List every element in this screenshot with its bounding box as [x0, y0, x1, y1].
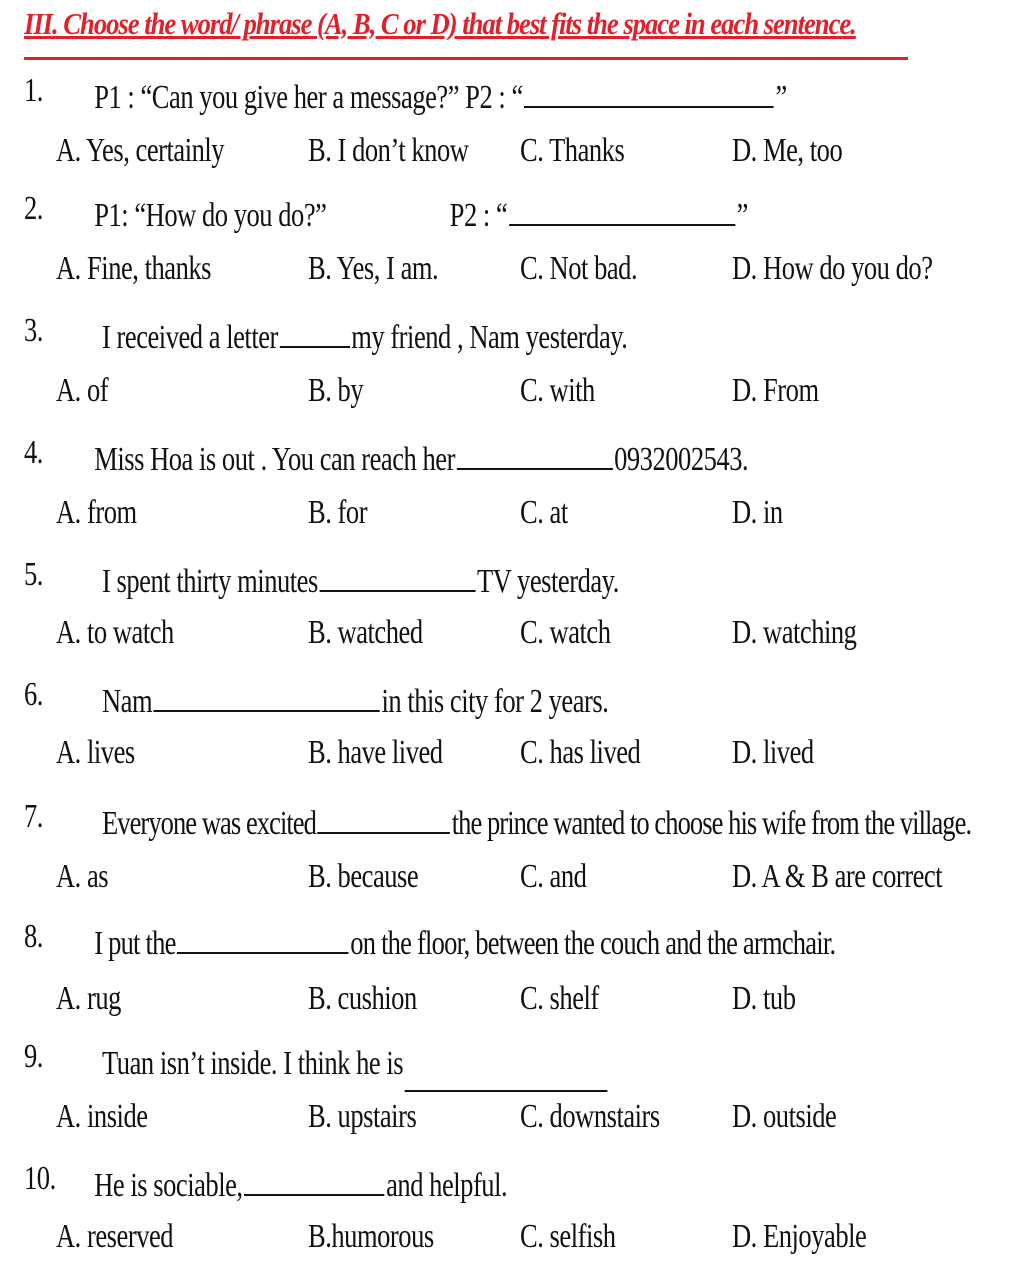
question-stem	[102, 312, 627, 357]
question-number: 1.	[24, 72, 43, 109]
option-d[interactable]: D. watching	[732, 614, 857, 651]
stem-start: Everyone was excited	[102, 805, 316, 842]
option-b[interactable]: B. have lived	[308, 734, 443, 771]
option-a[interactable]: A. Yes, certainly	[56, 132, 225, 169]
stem-end: in this city for 2 years.	[381, 683, 609, 720]
option-a[interactable]: A. to watch	[56, 614, 174, 651]
stem-end: my friend , Nam yesterday.	[351, 319, 628, 356]
section-title: III. Choose the word/ phrase (A, B, C or D) that best fits the space in each sentence.	[24, 6, 856, 41]
stem-end: TV yesterday.	[476, 563, 619, 600]
question-stem	[94, 72, 787, 117]
options-6	[0, 734, 1024, 788]
option-d[interactable]: D. A & B are correct	[732, 858, 943, 895]
question-number: 2.	[24, 190, 43, 227]
question-number: 4.	[24, 434, 43, 471]
stem-start: P1: “How do you do?” P2 : “	[94, 197, 508, 234]
answer-blank[interactable]	[509, 190, 735, 226]
option-c[interactable]: C. Not bad.	[520, 250, 638, 287]
answer-blank[interactable]	[405, 1056, 608, 1092]
option-a[interactable]: A. reserved	[56, 1218, 174, 1255]
question-stem	[94, 918, 835, 963]
option-a[interactable]: A. inside	[56, 1098, 148, 1135]
question-stem	[102, 798, 971, 843]
stem-end: on the floor, between the couch and the armchair.	[350, 925, 836, 962]
question-number: 5.	[24, 556, 43, 593]
stem-start: Nam	[102, 683, 153, 720]
option-d[interactable]: D. From	[732, 372, 819, 409]
option-d[interactable]: D. Me, too	[732, 132, 843, 169]
option-b[interactable]: B. cushion	[308, 980, 417, 1017]
option-b[interactable]: B. upstairs	[308, 1098, 417, 1135]
stem-end: ”	[736, 197, 748, 234]
question-stem	[102, 676, 608, 721]
options-4	[0, 494, 1024, 548]
option-c[interactable]: C. watch	[520, 614, 611, 651]
question-number: 10.	[24, 1160, 56, 1197]
question-stem	[94, 190, 748, 235]
option-b[interactable]: B.humorous	[308, 1218, 434, 1255]
options-7	[0, 858, 1024, 912]
options-9	[0, 1098, 1024, 1152]
stem-start: Miss Hoa is out . You can reach her	[94, 441, 455, 478]
options-5	[0, 614, 1024, 668]
stem-start: I put the	[94, 925, 176, 962]
option-d[interactable]: D. How do you do?	[732, 250, 933, 287]
options-2	[0, 250, 1024, 304]
option-d[interactable]: D. lived	[732, 734, 814, 771]
stem-start: Tuan isn’t inside. I think he is	[102, 1045, 404, 1082]
question-stem	[102, 1038, 609, 1083]
answer-blank[interactable]	[524, 72, 774, 108]
option-d[interactable]: D. tub	[732, 980, 796, 1017]
option-c[interactable]: C. selfish	[520, 1218, 616, 1255]
answer-blank[interactable]	[154, 676, 380, 712]
options-1	[0, 132, 1024, 186]
option-c[interactable]: C. and	[520, 858, 587, 895]
stem-start: I spent thirty minutes	[102, 563, 318, 600]
option-a[interactable]: A. as	[56, 858, 109, 895]
question-number: 7.	[24, 798, 43, 835]
question-stem	[94, 1160, 507, 1205]
option-c[interactable]: C. has lived	[520, 734, 641, 771]
option-d[interactable]: D. Enjoyable	[732, 1218, 867, 1255]
question-stem	[94, 434, 748, 479]
title-underline	[24, 57, 908, 60]
question-number: 6.	[24, 676, 43, 713]
option-a[interactable]: A. rug	[56, 980, 121, 1017]
answer-blank[interactable]	[244, 1160, 384, 1196]
stem-start: I received a letter	[102, 319, 278, 356]
stem-end: 0932002543.	[614, 441, 749, 478]
option-b[interactable]: B. for	[308, 494, 368, 531]
option-a[interactable]: A. lives	[56, 734, 135, 771]
stem-start: He is sociable,	[94, 1167, 243, 1204]
answer-blank[interactable]	[318, 798, 451, 834]
option-a[interactable]: A. of	[56, 372, 109, 409]
stem-end: the prince wanted to choose his wife from the village.	[451, 805, 972, 842]
question-number: 8.	[24, 918, 43, 955]
question-number: 9.	[24, 1038, 43, 1075]
stem-end: and helpful.	[386, 1167, 508, 1204]
option-b[interactable]: B. Yes, I am.	[308, 250, 439, 287]
question-number: 3.	[24, 312, 43, 349]
answer-blank[interactable]	[457, 434, 613, 470]
option-a[interactable]: A. Fine, thanks	[56, 250, 212, 287]
stem-end: ”	[775, 79, 787, 116]
option-b[interactable]: B. because	[308, 858, 419, 895]
option-d[interactable]: D. in	[732, 494, 783, 531]
question-stem	[102, 556, 619, 601]
answer-blank[interactable]	[279, 312, 349, 348]
option-c[interactable]: C. at	[520, 494, 568, 531]
options-10	[0, 1218, 1024, 1272]
option-b[interactable]: B. by	[308, 372, 364, 409]
option-c[interactable]: C. shelf	[520, 980, 599, 1017]
option-c[interactable]: C. Thanks	[520, 132, 625, 169]
option-a[interactable]: A. from	[56, 494, 137, 531]
answer-blank[interactable]	[319, 556, 475, 592]
option-d[interactable]: D. outside	[732, 1098, 837, 1135]
option-c[interactable]: C. downstairs	[520, 1098, 660, 1135]
option-b[interactable]: B. I don’t know	[308, 132, 469, 169]
options-8	[0, 980, 1024, 1034]
answer-blank[interactable]	[177, 918, 349, 954]
option-c[interactable]: C. with	[520, 372, 595, 409]
option-b[interactable]: B. watched	[308, 614, 423, 651]
stem-start: P1 : “Can you give her a message?” P2 : “	[94, 79, 523, 116]
options-3	[0, 372, 1024, 426]
